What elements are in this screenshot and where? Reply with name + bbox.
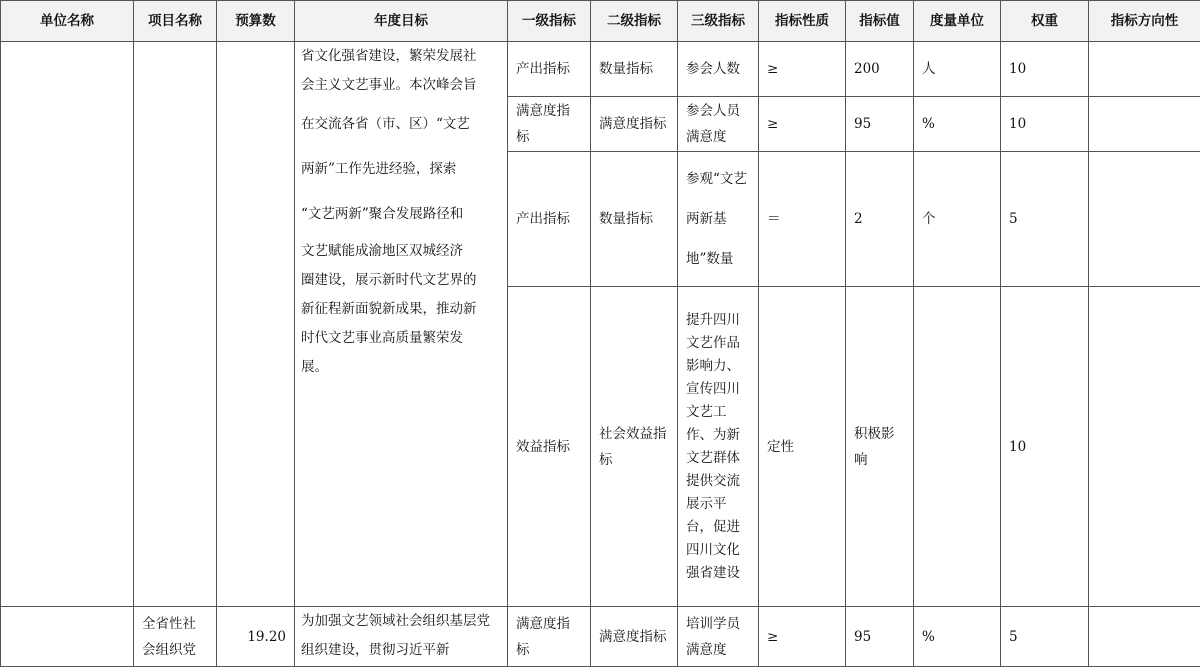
goal-line: 两新”工作先进经验，探索 — [301, 155, 501, 184]
l1-cell: 满意度指标 — [508, 607, 591, 667]
goal-line: 省文化强省建设，繁荣发展社 — [301, 42, 501, 71]
direction-cell — [1089, 42, 1200, 97]
weight-cell: 10 — [1001, 287, 1089, 607]
weight-cell: 10 — [1001, 97, 1089, 152]
nature-cell: ≥ — [759, 97, 846, 152]
header-weight: 权重 — [1001, 1, 1089, 42]
direction-cell — [1089, 152, 1200, 287]
goal-line: 圈建设，展示新时代文艺界的 — [301, 266, 501, 295]
header-nature: 指标性质 — [759, 1, 846, 42]
l2-cell: 数量指标 — [591, 152, 678, 287]
l3-cell: 培训学员满意度 — [678, 607, 759, 667]
unit-measure-cell: 个 — [914, 152, 1001, 287]
l2-cell: 满意度指标 — [591, 97, 678, 152]
unit-measure-cell: 人 — [914, 42, 1001, 97]
budget-cell — [217, 42, 295, 607]
l2-cell: 社会效益指标 — [591, 287, 678, 607]
unit-measure-cell: % — [914, 97, 1001, 152]
nature-cell: ＝ — [759, 152, 846, 287]
header-unit-measure: 度量单位 — [914, 1, 1001, 42]
project-cell — [134, 42, 217, 607]
l2-cell: 满意度指标 — [591, 607, 678, 667]
l1-cell: 效益指标 — [508, 287, 591, 607]
header-l3: 三级指标 — [678, 1, 759, 42]
value-cell: 95 — [846, 607, 914, 667]
header-value: 指标值 — [846, 1, 914, 42]
l1-cell: 满意度指标 — [508, 97, 591, 152]
header-budget: 预算数 — [217, 1, 295, 42]
l2-cell: 数量指标 — [591, 42, 678, 97]
value-cell: 200 — [846, 42, 914, 97]
goal-line: “文艺两新”聚合发展路径和 — [301, 200, 501, 229]
goal-line: 会主义文艺事业。本次峰会旨 — [301, 71, 501, 100]
l3-cell: 提升四川文艺作品影响力、宣传四川文艺工作、为新文艺群体提供交流展示平台，促进四川文化强省建设 — [678, 287, 759, 607]
goal-line: 在交流各省（市、区）“文艺 — [301, 110, 501, 139]
unit-measure-cell: % — [914, 607, 1001, 667]
goal-line: 时代文艺事业高质量繁荣发 — [301, 324, 501, 353]
unit-cell — [1, 42, 134, 607]
header-unit: 单位名称 — [1, 1, 134, 42]
goal-line: 新征程新面貌新成果，推动新 — [301, 295, 501, 324]
goal-cell: 为加强文艺领域社会组织基层党组织建设，贯彻习近平新 — [295, 607, 508, 667]
header-l1: 一级指标 — [508, 1, 591, 42]
header-goal: 年度目标 — [295, 1, 508, 42]
l3-cell: 参观“文艺两新基地”数量 — [678, 152, 759, 287]
nature-cell: ≥ — [759, 42, 846, 97]
l1-cell: 产出指标 — [508, 152, 591, 287]
unit-measure-cell — [914, 287, 1001, 607]
header-l2: 二级指标 — [591, 1, 678, 42]
l3-cell: 参会人员满意度 — [678, 97, 759, 152]
l1-cell: 产出指标 — [508, 42, 591, 97]
value-cell: 2 — [846, 152, 914, 287]
nature-cell: 定性 — [759, 287, 846, 607]
weight-cell: 5 — [1001, 152, 1089, 287]
goal-line: 展。 — [301, 353, 501, 382]
weight-cell: 5 — [1001, 607, 1089, 667]
unit-cell — [1, 607, 134, 667]
goal-cell — [295, 42, 508, 607]
budget-cell: 19.20 — [217, 607, 295, 667]
nature-cell: ≥ — [759, 607, 846, 667]
direction-cell — [1089, 287, 1200, 607]
table-row — [1, 607, 1200, 667]
header-direction: 指标方向性 — [1089, 1, 1200, 42]
value-cell: 95 — [846, 97, 914, 152]
project-cell: 全省性社会组织党 — [134, 607, 217, 667]
weight-cell: 10 — [1001, 42, 1089, 97]
header-project: 项目名称 — [134, 1, 217, 42]
header-row — [1, 1, 1200, 42]
direction-cell — [1089, 97, 1200, 152]
goal-line: 文艺赋能成渝地区双城经济 — [301, 237, 501, 266]
table-row — [1, 42, 1200, 97]
direction-cell — [1089, 607, 1200, 667]
l3-cell: 参会人数 — [678, 42, 759, 97]
value-cell: 积极影响 — [846, 287, 914, 607]
